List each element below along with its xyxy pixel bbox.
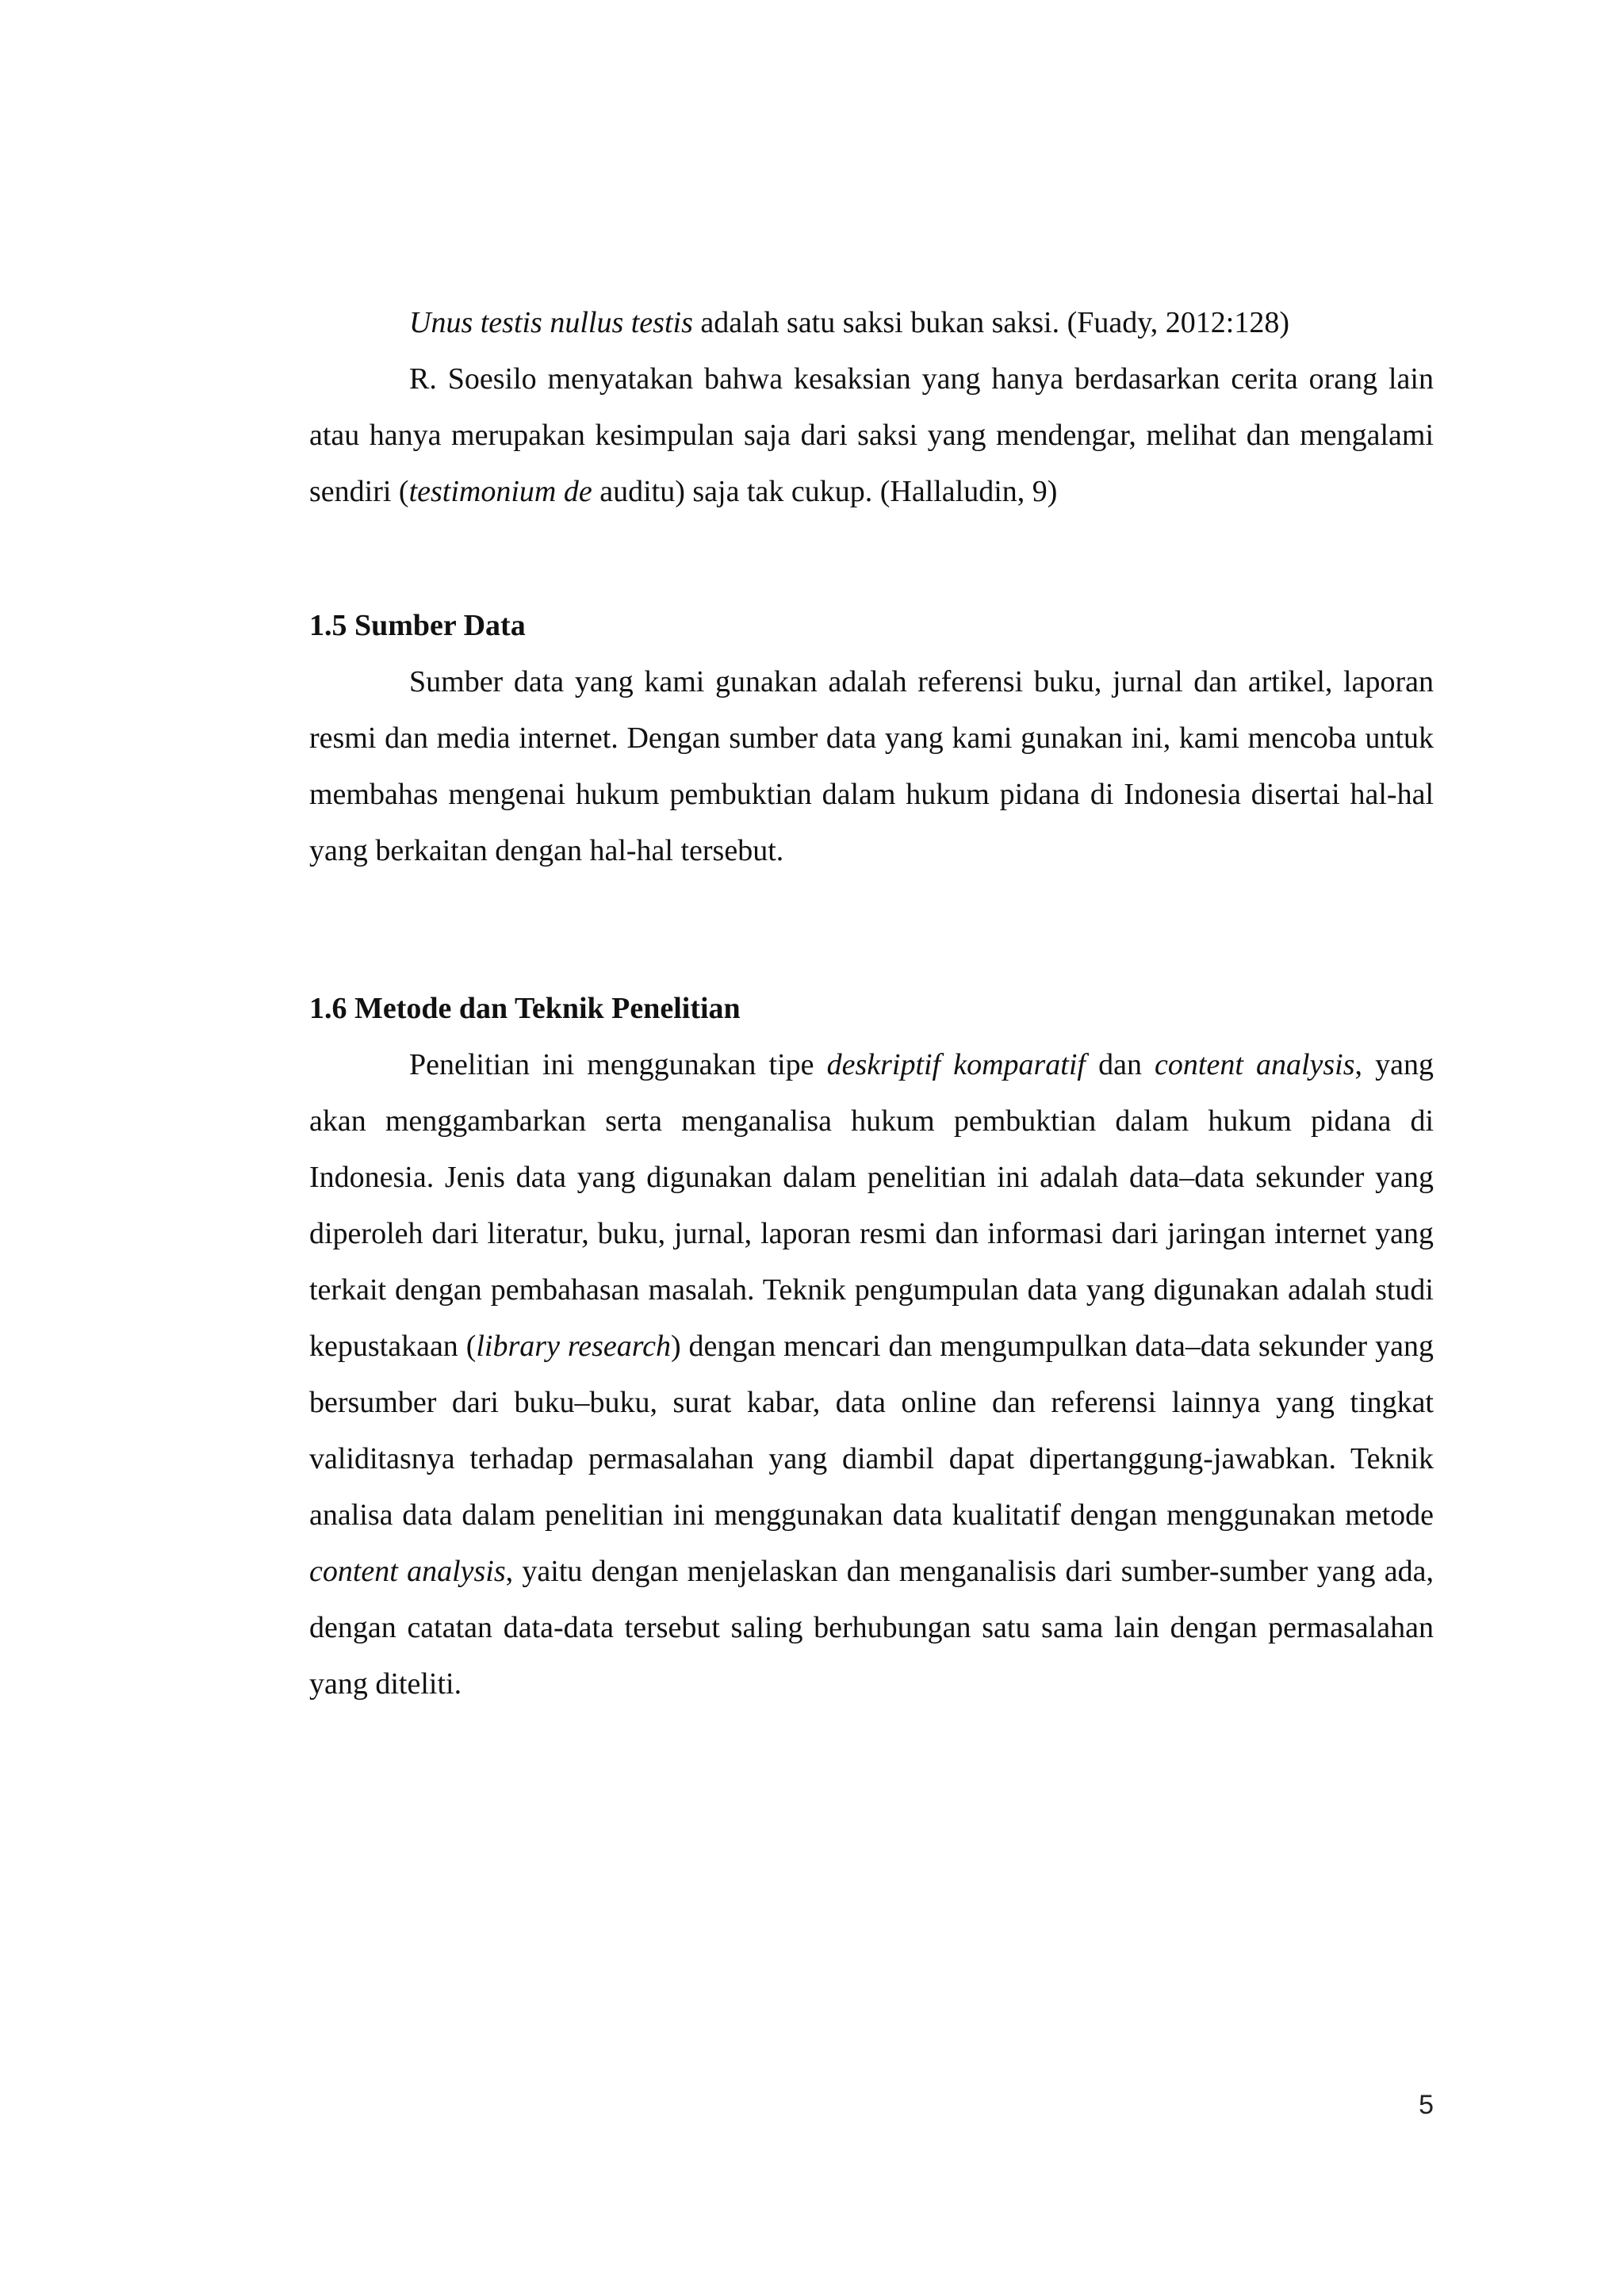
paragraph-metode: [309, 1037, 1434, 1712]
text-segment: auditu) saja tak cukup. (Hallaludin, 9): [592, 475, 1058, 508]
section-heading-sumber-data: 1.5 Sumber Data: [309, 609, 526, 642]
spacer: [309, 520, 1434, 598]
text-segment: adalah satu saksi bukan saksi. (Fuady, 2012:128): [692, 306, 1290, 339]
latin-term: Unus testis nullus testis: [409, 306, 693, 339]
text-segment: Penelitian ini menggunakan tipe: [409, 1048, 827, 1081]
text-segment: ) dengan mencari dan mengumpulkan data–data sekunder yang bersumber dari buku–buku, surat kabar, data online dan referensi lainnya yang tingkat validitasnya terhadap permasalahan yang diambil dapat dipertanggung-jawabkan. Teknik analisa data dalam penelitian ini menggunakan data kualitatif dengan menggunakan metode: [309, 1330, 1434, 1532]
spacer: [309, 879, 1434, 981]
italic-term: library research: [476, 1330, 671, 1363]
page-number: 5: [1419, 2090, 1434, 2120]
paragraph-unus-testis: [309, 295, 1434, 351]
latin-term: testimonium de: [408, 475, 592, 508]
paragraph-soesilo: [309, 351, 1434, 520]
text-segment: Sumber data yang kami gunakan adalah referensi buku, jurnal dan artikel, laporan resmi dan media internet. Dengan sumber data yang kami gunakan ini, kami mencoba untuk membahas mengenai hukum pembuktian dalam hukum pidana di Indonesia disertai hal-hal yang berkaitan dengan hal-hal tersebut.: [309, 665, 1434, 867]
section-heading-metode: 1.6 Metode dan Teknik Penelitian: [309, 992, 741, 1025]
paragraph-sumber-data: [309, 654, 1434, 879]
italic-term: content analysis: [1155, 1048, 1355, 1081]
text-segment: , yaitu dengan menjelaskan dan menganalisis dari sumber-sumber yang ada, dengan catatan data-data tersebut saling berhubungan satu sama lain dengan permasalahan yang diteliti.: [309, 1555, 1434, 1701]
page-content: [309, 295, 1434, 1712]
text-segment: dan: [1085, 1048, 1155, 1081]
italic-term: deskriptif komparatif: [826, 1048, 1086, 1081]
text-segment: , yang akan menggambarkan serta menganalisa hukum pembuktian dalam hukum pidana di Indonesia. Jenis data yang digunakan dalam penelitian ini adalah data–data sekunder yang diperoleh dari literatur, buku, jurnal, laporan resmi dan informasi dari jaringan internet yang terkait dengan pembahasan masalah. Teknik pengumpulan data yang digunakan adalah studi kepustakaan (: [309, 1048, 1434, 1363]
text-segment: R. Soesilo menyatakan bahwa kesaksian yang hanya berdasarkan cerita orang lain atau hanya merupakan kesimpulan saja dari saksi yang mendengar, melihat dan mengalami sendiri (: [309, 362, 1434, 508]
italic-term: content analysis: [309, 1555, 506, 1588]
